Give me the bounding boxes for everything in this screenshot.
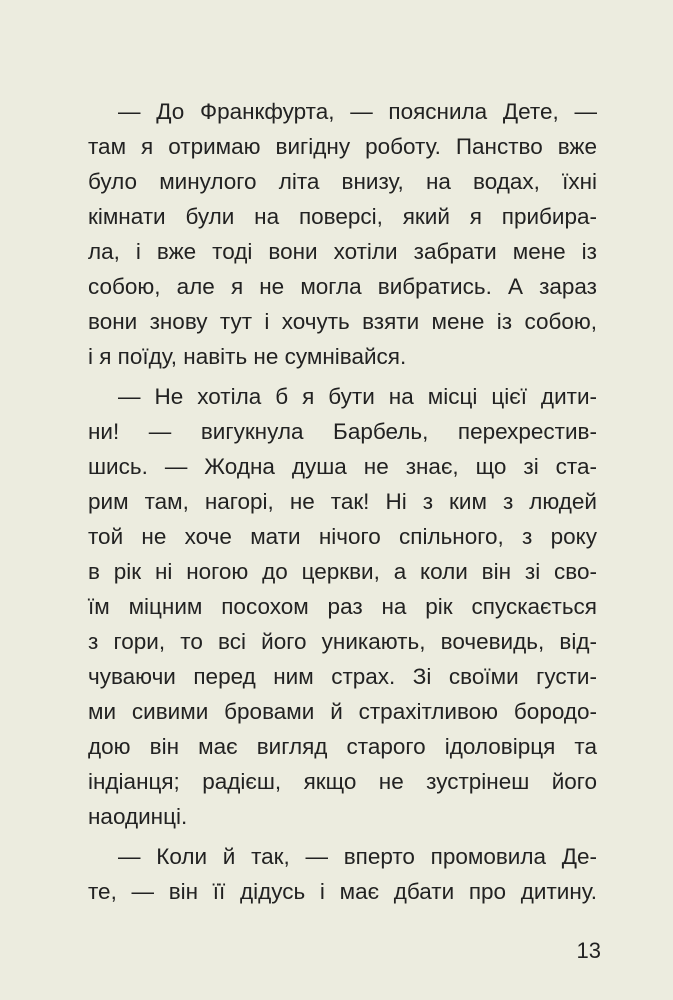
text-line: собою, але я не могла вибратись. А зараз (88, 274, 597, 299)
page-number: 13 (576, 938, 601, 963)
text-line: дою він має вигляд старого ідоловірця та (88, 734, 597, 759)
text-line: індіанця; радієш, якщо не зустрінеш його (88, 769, 597, 794)
text-line: те, — він її дідусь і має дбати про дитину. (88, 879, 597, 904)
text-line: було минулого літа внизу, на водах, їхні (88, 169, 597, 194)
text-line: в рік ні ногою до церкви, а коли він зі сво- (88, 559, 597, 584)
text-line: вони знову тут і хочуть взяти мене із собою, (88, 309, 597, 334)
text-line: і я поїду, навіть не сумнівайся. (88, 344, 407, 369)
text-line: ми сивими бровами й страхітливою бородо- (88, 699, 597, 724)
text-line: той не хоче мати нічого спільного, з року (88, 524, 597, 549)
text-line: з гори, то всі його уникають, вочевидь, від- (88, 629, 597, 654)
text-line: — Не хотіла б я бути на місці цієї дити- (118, 384, 597, 409)
text-line: там я отримаю вигідну роботу. Панство вже (88, 134, 597, 159)
text-line: їм міцним посохом раз на рік спускається (88, 594, 597, 619)
text-line: наодинці. (88, 804, 188, 829)
text-line: — До Франкфурта, — пояснила Дете, — (118, 99, 597, 124)
text-line: рим там, нагорі, не так! Ні з ким з людей (88, 489, 597, 514)
text-line: — Коли й так, — вперто промовила Де- (118, 844, 597, 869)
text-line: ла, і вже тоді вони хотіли забрати мене із (88, 239, 597, 264)
text-line: шись. — Жодна душа не знає, що зі ста- (88, 454, 597, 479)
text-line: ни! — вигукнула Барбель, перехрестив- (88, 419, 597, 444)
text-line: чуваючи перед ним страх. Зі своїми густи- (88, 664, 597, 689)
text-line: кімнати були на поверсі, який я прибира- (88, 204, 597, 229)
